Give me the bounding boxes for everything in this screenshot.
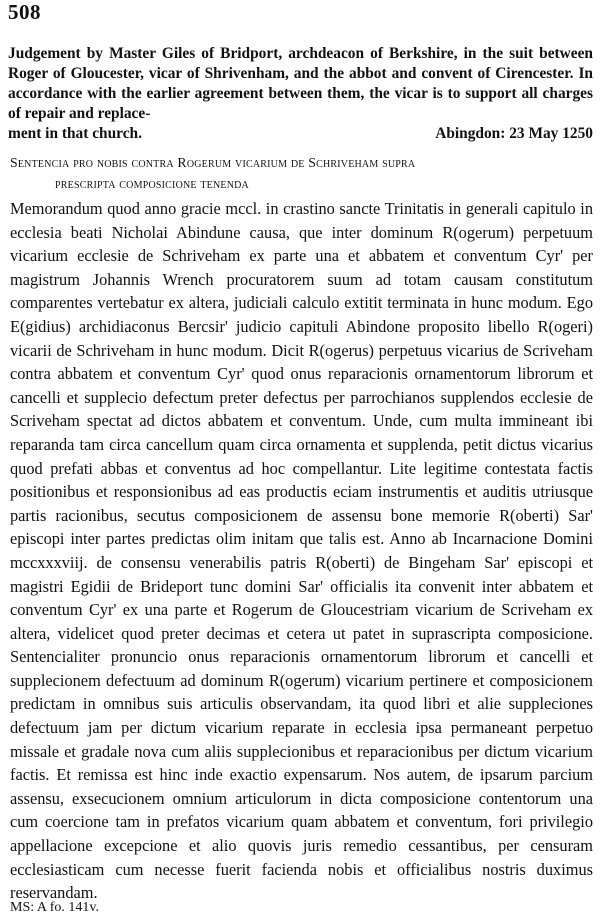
summary-text-block xyxy=(8,44,593,124)
page-number: 508 xyxy=(8,0,41,24)
heading-line-2: prescripta composicione tenenda xyxy=(55,176,249,191)
latin-text-body: Memorandum quod anno gracie mccl. in crastino sancte Trinitatis in generali capitulo in ecclesia beati Nicholai Abindune causa, que inter dominum R(ogerum) perpetuum vicarium ecclesie de Schriveham ex parte una et abbatem et conventum Cyr' per magistrum Johannis Wrench procuratorem suum ad totam causam constitutum comparentes vertebatur ex altera, judiciali calculo extitit terminata in hunc modum. Ego E(gidius) archidiaconus Bercsir' judicio capituli Abindone proposito libello R(ogeri) vicarii de Schriveham in hunc modum. Dicit R(ogerus) perpetuus vicarius de Scriveham contra abbatem et conventum Cyr' quod onus reparacionis ornamentorum librorum et cancelli et supplecio defectum preter defectus per parrochianos supplendos ecclesie de Scriveham spectat ad dictos abbatem et conventum. Unde, cum multa immineant ibi reparanda tam circa cancellum quam circa ornamenta et supplenda, petit dictus vicarius quod prefati abbas et conventus ad hoc compellantur. Lite legitime contestata factis positionibus et responsionibus ad eas productis eciam instrumentis et auditis utriusque partis racionibus, secutus composicionem de assensu bone memorie R(oberti) Sar' episcopi inter partes predictas olim initam que talis est. Anno ab Incarnacione Domini mccxxxviij. de consensu venerabilis patris R(oberti) de Bingeham Sar' episcopi et magistri Egidii de Brideport tunc domini Sar' officialis ita convenit inter abbatem et conventum Cyr' ex una parte et Rogerum de Gloucestriam vicarium de Scriveham ex altera, videlicet quod preter decimas et cetera ut patet in suprascripta composicione. Sentencialiter pronuncio onus reparacionis ornamentorum librorum et cancelli et supplecionem defectuum ad dominum R(ogerum) vicarium pertinere et composicionem predictam in omnibus suis articulis observandam, ita quod libri et alie suppleciones defectuum jam per dictum vicarium reparate in ecclesia ipsa permaneant perpetuo missale et gradale nova cum aliis supplecionibus et reparacionibus per dictum vicarium factis. Et remissa est hinc inde exactio expensarum. Nos autem, de ipsarum parcium assensu, exsecucionem omnium articulorum in dicta composicione contentorum una cum coercione tam in prefatos vicarium quam abbatem et conventum, fori privilegio appellacione excepcione et alio quovis juris remedio cessantibus, per censuram ecclesiasticam cum necesse fuerit facienda nobis et officialibus nostris duximus reservandam. xyxy=(10,199,593,903)
summary-footer xyxy=(8,124,593,144)
summary-text: Judgement by Master Giles of Bridport, archdeacon of Berkshire, in the suit between Roger of Gloucester, vicar of Shrivenham, and the abbot and convent of Cirencester. In accordance with the earlier agreement between them, the vicar is to support all charges of repair and replace- xyxy=(8,45,593,122)
summary-text-tail: ment in that church. xyxy=(8,125,142,142)
summary-place-date: Abingdon: 23 May 1250 xyxy=(435,125,593,142)
heading-line-1: Sentencia pro nobis contra Rogerum vicarium de Schriveham supra xyxy=(10,155,416,170)
charter-summary xyxy=(8,44,593,144)
manuscript-reference: MS: A fo. 141v. xyxy=(10,900,99,915)
document-heading xyxy=(10,152,595,194)
